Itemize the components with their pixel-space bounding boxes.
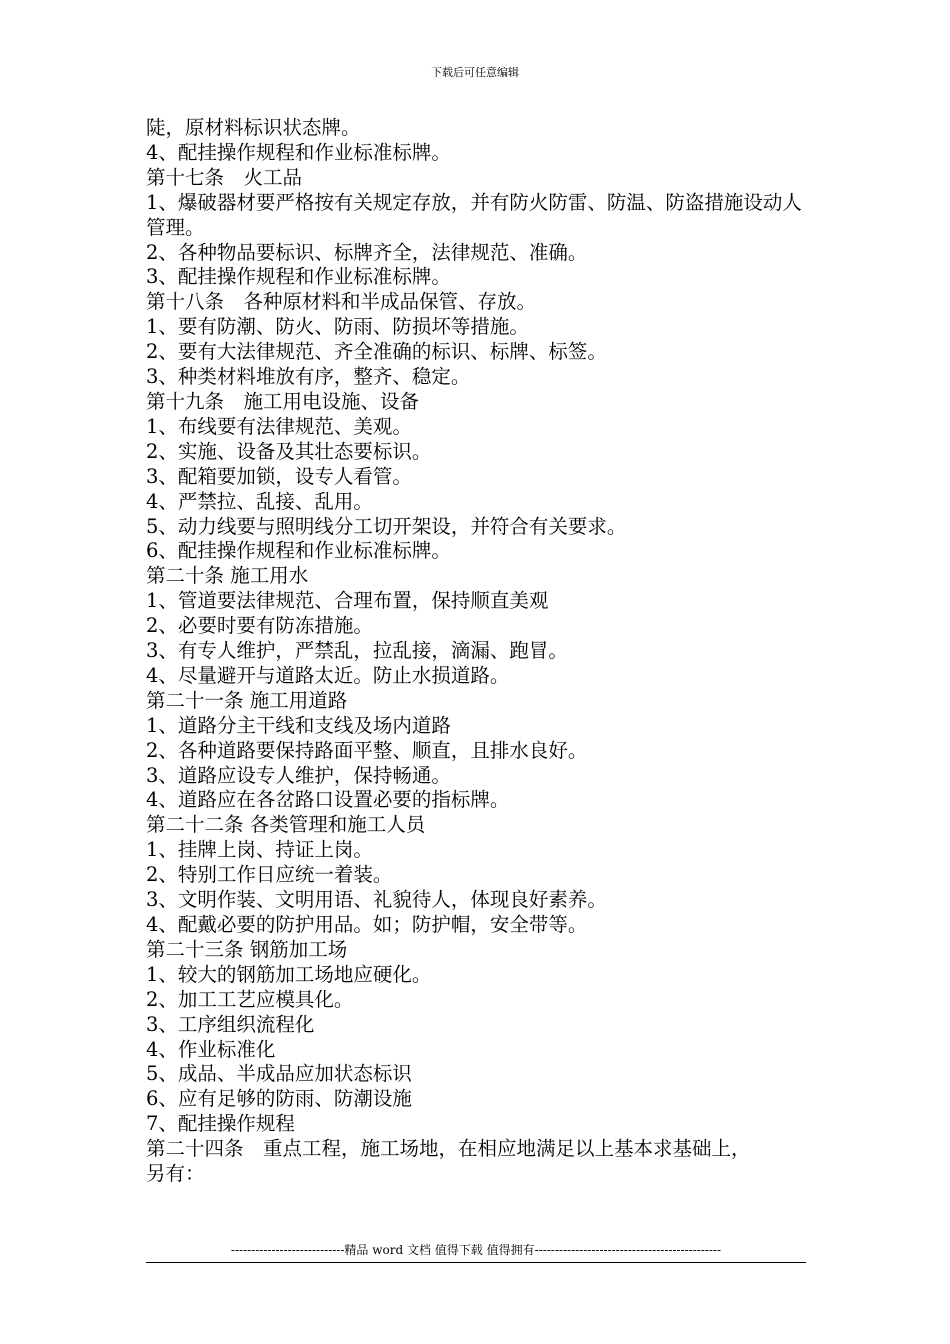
text-line: 1、布线要有法律规范、美观。 [146,414,412,438]
text-line: 6、应有足够的防雨、防潮设施 [146,1087,412,1111]
text-line: 4、尽量避开与道路太近。防止水损道路。 [146,663,510,687]
text-line: 2、实施、设备及其壮态要标识。 [146,439,432,463]
text-line: 3、道路应设专人维护，保持畅通。 [146,763,451,787]
text-line: 1、挂牌上岗、持证上岗。 [146,838,373,862]
text-line: 7、配挂操作规程 [146,1112,295,1136]
text-line: 2、要有大法律规范、齐全准确的标识、标牌、标签。 [146,340,607,364]
text-line: 2、加工工艺应模具化。 [146,987,354,1011]
text-line: 3、配箱要加锁，设专人看管。 [146,464,412,488]
page-header: 下载后可任意编辑 [431,66,519,79]
text-line: 5、动力线要与照明线分工切开架设，并符合有关要求。 [146,514,627,538]
text-line: 2、各种物品要标识、标牌齐全，法律规范、准确。 [146,240,588,264]
section-heading: 第十七条 火工品 [146,165,303,189]
text-line: 4、道路应在各岔路口设置必要的指标牌。 [146,788,510,812]
text-line: 4、配挂操作规程和作业标准标牌。 [146,140,451,164]
section-heading: 第二十四条 重点工程，施工场地，在相应地满足以上基本求基础上， [146,1137,751,1161]
text-line: 1、要有防潮、防火、防雨、防损坏等措施。 [146,315,529,339]
text-line: 1、爆破器材要严格按有关规定存放，并有防火防雷、防温、防盗措施设动人管理。 [146,190,802,239]
footer-divider [146,1262,806,1263]
section-heading: 第十八条 各种原材料和半成品保管、存放。 [146,290,537,314]
text-line: 4、严禁拉、乱接、乱用。 [146,489,373,513]
text-line: 2、必要时要有防冻措施。 [146,614,373,638]
text-line: 4、作业标准化 [146,1037,276,1061]
text-line: 2、特别工作日应统一着装。 [146,863,393,887]
text-line: 3、工序组织流程化 [146,1012,315,1036]
text-line: 1、较大的钢筋加工场地应硬化。 [146,962,432,986]
section-heading: 第二十一条 施工用道路 [146,688,348,712]
section-heading: 第二十条 施工用水 [146,564,309,588]
text-line: 3、种类材料堆放有序，整齐、稳定。 [146,365,471,389]
text-line: 3、配挂操作规程和作业标准标牌。 [146,265,451,289]
text-line: 另有： [146,1162,205,1186]
section-heading: 第二十三条 钢筋加工场 [146,937,348,961]
text-line: 5、成品、半成品应加状态标识 [146,1062,412,1086]
section-heading: 第十九条 施工用电设施、设备 [146,389,420,413]
text-line: 1、道路分主干线和支线及场内道路 [146,713,451,737]
text-line: 3、文明作装、文明用语、礼貌待人，体现良好素养。 [146,888,607,912]
page-footer: ----------------------------精品 word 文档 值得下载 值得拥有---------------------------------------------- [230,1243,722,1257]
text-line: 2、各种道路要保持路面平整、顺直，且排水良好。 [146,738,588,762]
document-body [146,116,810,1187]
text-line: 4、配戴必要的防护用品。如；防护帽，安全带等。 [146,913,588,936]
section-heading: 第二十二条 各类管理和施工人员 [146,813,426,837]
text-line: 1、管道要法律规范、合理布置，保持顺直美观 [146,589,549,613]
text-line: 陡，原材料标识状态牌。 [146,116,361,139]
text-line: 3、有专人维护，严禁乱，拉乱接，滴漏、跑冒。 [146,639,568,663]
text-line: 6、配挂操作规程和作业标准标牌。 [146,539,451,563]
